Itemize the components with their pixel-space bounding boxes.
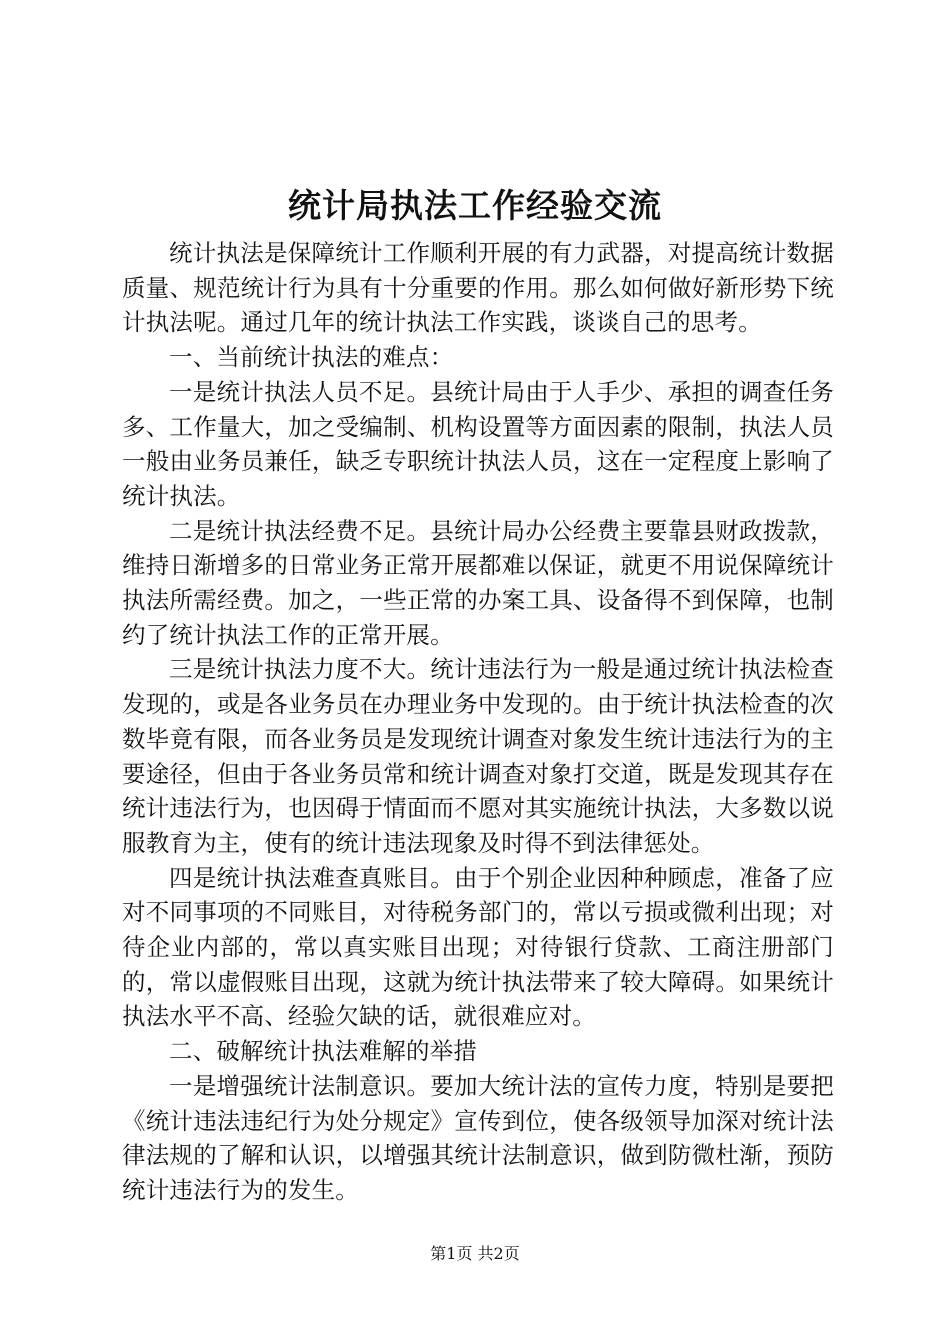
- paragraph-difficulty-1: 一是统计执法人员不足。县统计局由于人手少、承担的调查任务多、工作量大，加之受编制、机构设置等方面因素的限制，执法人员一般由业务员兼任，缺乏专职统计执法人员，这在一定程度上影响了统计执法。: [122, 377, 834, 510]
- paragraph-difficulty-4: 四是统计执法难查真账目。由于个别企业因种种顾虑，准备了应对不同事项的不同账目，对待税务部门的，常以亏损或微利出现；对待企业内部的，常以真实账目出现；对待银行贷款、工商注册部门的，常以虚假账目出现，这就为统计执法带来了较大障碍。如果统计执法水平不高、经验欠缺的话，就很难应对。: [122, 863, 834, 1031]
- section-heading-difficulties: 一、当前统计执法的难点：: [169, 343, 454, 372]
- paragraph-difficulty-2: 二是统计执法经费不足。县统计局办公经费主要靠县财政拨款，维持日渐增多的日常业务正常开展都难以保证，就更不用说保障统计执法所需经费。加之，一些正常的办案工具、设备得不到保障，也制约了统计执法工作的正常开展。: [122, 516, 834, 649]
- document-body: [122, 236, 834, 1208]
- paragraph-measure-1: 一是增强统计法制意识。要加大统计法的宣传力度，特别是要把《统计违法违纪行为处分规定》宣传到位，使各级领导加深对统计法律法规的了解和认识，以增强其统计法制意识，做到防微杜渐，预防统计违法行为的发生。: [122, 1071, 834, 1204]
- page-footer: 第1页 共2页: [430, 1244, 520, 1263]
- document-title: 统计局执法工作经验交流: [288, 186, 662, 225]
- paragraph-difficulty-3: 三是统计执法力度不大。统计违法行为一般是通过统计执法检查发现的，或是各业务员在办理业务中发现的。由于统计执法检查的次数毕竟有限，而各业务员是发现统计调查对象发生统计违法行为的主要途径，但由于各业务员常和统计调查对象打交道，既是发现其存在统计违法行为，也因碍于情面而不愿对其实施统计执法，大多数以说服教育为主，使有的统计违法现象及时得不到法律惩处。: [122, 655, 834, 857]
- paragraph-intro: 统计执法是保障统计工作顺利开展的有力武器，对提高统计数据质量、规范统计行为具有十分重要的作用。那么如何做好新形势下统计执法呢。通过几年的统计执法工作实践，谈谈自己的思考。: [122, 239, 834, 337]
- section-heading-measures: 二、破解统计执法难解的举措: [169, 1037, 478, 1066]
